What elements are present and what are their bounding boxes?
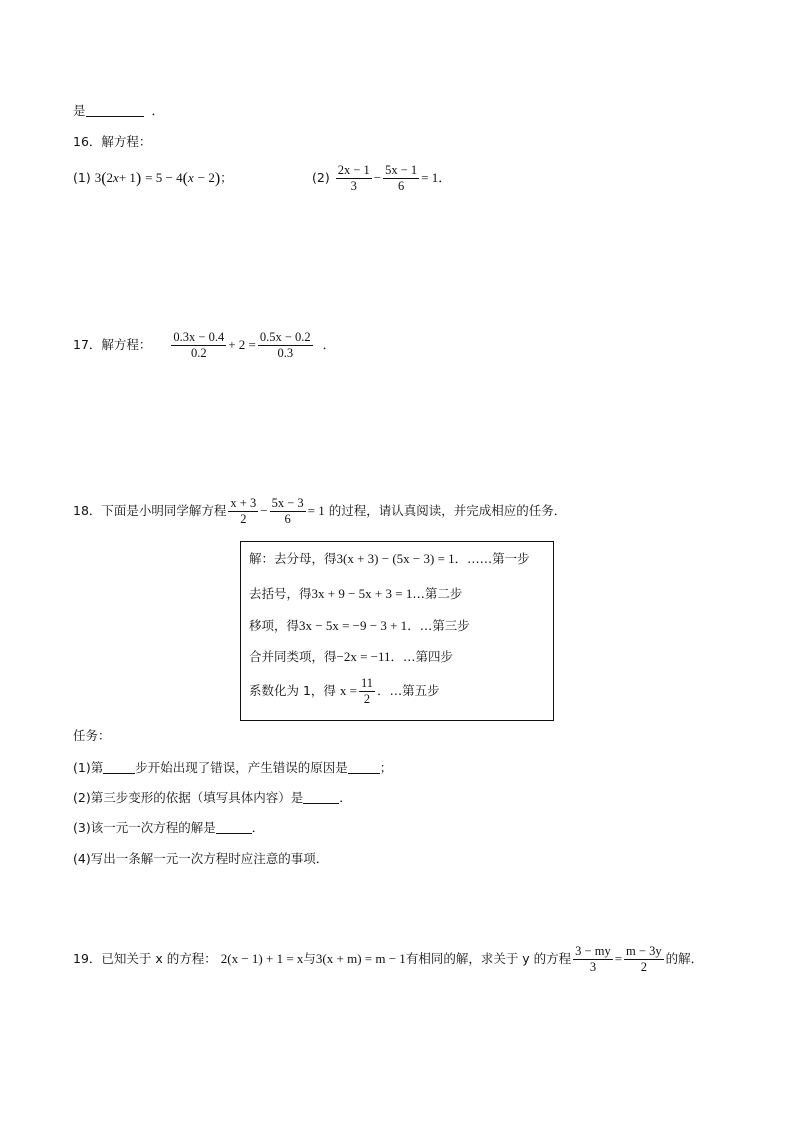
q17-mid: + 2 =: [228, 337, 256, 352]
step-3: [249, 618, 470, 634]
q18-tail: 的过程，请认真阅读，并完成相应的任务．: [328, 503, 567, 518]
q17: [73, 330, 335, 361]
fraction: [359, 676, 375, 707]
q19-and: 与: [303, 951, 316, 966]
step-2-text: 去括号，得: [249, 586, 312, 601]
step-5-lhs: x =: [339, 683, 358, 698]
step-4-text: 合并同类项，得: [249, 649, 337, 664]
q19-eq2: 3(x + m) = m − 1: [315, 951, 406, 966]
q17-title: 17．解方程：: [73, 337, 152, 352]
prev-prefix: 是: [73, 103, 86, 118]
task-1: [73, 760, 392, 776]
answer-line-prev: [73, 103, 164, 119]
q16-p1-coef: 3: [94, 170, 102, 185]
task-label: 任务：: [73, 728, 111, 743]
step-1-tag: ．……第一步: [454, 551, 530, 566]
q16-p1-rhs: = 5 − 4: [145, 170, 183, 185]
task-1-b: 步开始出现了错误，产生错误的原因是: [135, 760, 348, 775]
step-3-text: 移项，得: [249, 618, 300, 633]
fraction: [171, 330, 226, 361]
step-4-expr: −2x = −11: [336, 649, 391, 664]
step-2-tag: …第二步: [412, 586, 463, 601]
answer-blank: [103, 761, 135, 774]
fraction: [573, 944, 613, 975]
answer-blank: [348, 761, 380, 774]
step-3-expr: 3x − 5x = −9 − 3 + 1: [299, 618, 408, 633]
denominator: 6: [398, 179, 405, 193]
answer-blank: [303, 791, 339, 804]
denominator: 6: [284, 512, 291, 526]
step-1-expr: 3(x + 3) − (5x − 3) = 1: [336, 551, 455, 566]
step-2: [249, 586, 462, 602]
denominator: 3: [350, 179, 357, 193]
equals-sign: =: [614, 951, 623, 966]
numerator: 0.5x − 0.2: [259, 330, 311, 344]
task-3-a: (3)该一元一次方程的解是: [73, 820, 216, 835]
q18-title: [73, 496, 566, 527]
minus-sign: −: [260, 503, 268, 518]
step-3-tag: ．…第三步: [407, 618, 470, 633]
q16-p2-label: (2): [312, 170, 330, 185]
answer-blank: [86, 104, 144, 117]
task-1-c: ；: [379, 760, 393, 775]
numerator: 5x − 3: [271, 496, 304, 510]
q16-p1-plus: + 1: [118, 170, 136, 185]
q19-eq1: 2(x − 1) + 1 = x: [220, 951, 304, 966]
fraction: [258, 330, 313, 361]
q19: [73, 944, 703, 975]
q16-p1-var: x: [113, 170, 119, 185]
q19-tail: 的解．: [665, 951, 704, 966]
fraction: [383, 163, 419, 194]
prev-suffix: ．: [151, 103, 165, 118]
paren-close: ): [135, 170, 142, 187]
denominator: 2: [240, 512, 247, 526]
numerator: 0.3x − 0.4: [173, 330, 225, 344]
task-3: [73, 820, 264, 836]
numerator: x + 3: [230, 496, 257, 510]
task-1-a: (1)第: [73, 760, 104, 775]
fraction: [336, 163, 372, 194]
denominator: 2: [363, 692, 371, 706]
task-2-b: ．: [339, 790, 352, 805]
step-5-text: 系数化为 1，得: [249, 683, 336, 698]
numerator: 5x − 1: [385, 163, 418, 177]
denominator: 0.2: [190, 346, 207, 360]
denominator: 0.3: [277, 346, 294, 360]
paren-close: ): [214, 170, 221, 187]
solution-box: [240, 541, 554, 721]
minus-sign: −: [373, 170, 382, 185]
q16-p1-label: (1): [73, 170, 91, 185]
answer-blank: [216, 821, 252, 834]
q16-p1-semicolon: ；: [220, 170, 233, 185]
denominator: 2: [640, 960, 647, 974]
step-5-tag: ．…第五步: [377, 683, 440, 698]
q16-title: 16．解方程：: [73, 134, 152, 149]
fraction: [228, 496, 258, 527]
q16-p1-minus: − 2: [197, 170, 215, 185]
q18-label: 18．下面是小明同学解方程: [73, 503, 227, 518]
task-2: [73, 790, 352, 806]
paren-open: (: [182, 170, 188, 187]
q19-label: 19．已知关于 x 的方程：: [73, 951, 217, 966]
q16-p1-var2: x: [187, 170, 194, 185]
q16-part2: [312, 163, 451, 194]
q16-p2-rhs: = 1．: [421, 170, 452, 185]
step-1: [249, 551, 530, 567]
q19-mid: 有相同的解，求关于 y 的方程: [405, 951, 572, 966]
fraction: [624, 944, 664, 975]
q16-p1-term: 2: [106, 170, 114, 185]
q16-part1: [73, 170, 233, 187]
numerator: 3 − my: [575, 944, 611, 958]
task-4: (4)写出一条解一元一次方程时应注意的事项．: [73, 851, 329, 866]
step-1-text: 解：去分母，得: [249, 551, 337, 566]
q18-eq: = 1: [307, 503, 325, 518]
numerator: m − 3y: [626, 944, 662, 958]
numerator: 11: [361, 676, 374, 690]
denominator: 3: [589, 960, 597, 974]
step-2-expr: 3x + 9 − 5x + 3 = 1: [311, 586, 413, 601]
paren-open: (: [101, 170, 107, 187]
step-4: [249, 649, 453, 665]
fraction: [270, 496, 306, 527]
task-2-a: (2)第三步变形的依据（填写具体内容）是: [73, 790, 304, 805]
step-4-tag: ．…第四步: [390, 649, 454, 664]
task-3-b: ．: [251, 820, 265, 835]
step-5: [249, 676, 440, 707]
q17-end: ．: [322, 337, 336, 352]
numerator: 2x − 1: [337, 163, 370, 177]
